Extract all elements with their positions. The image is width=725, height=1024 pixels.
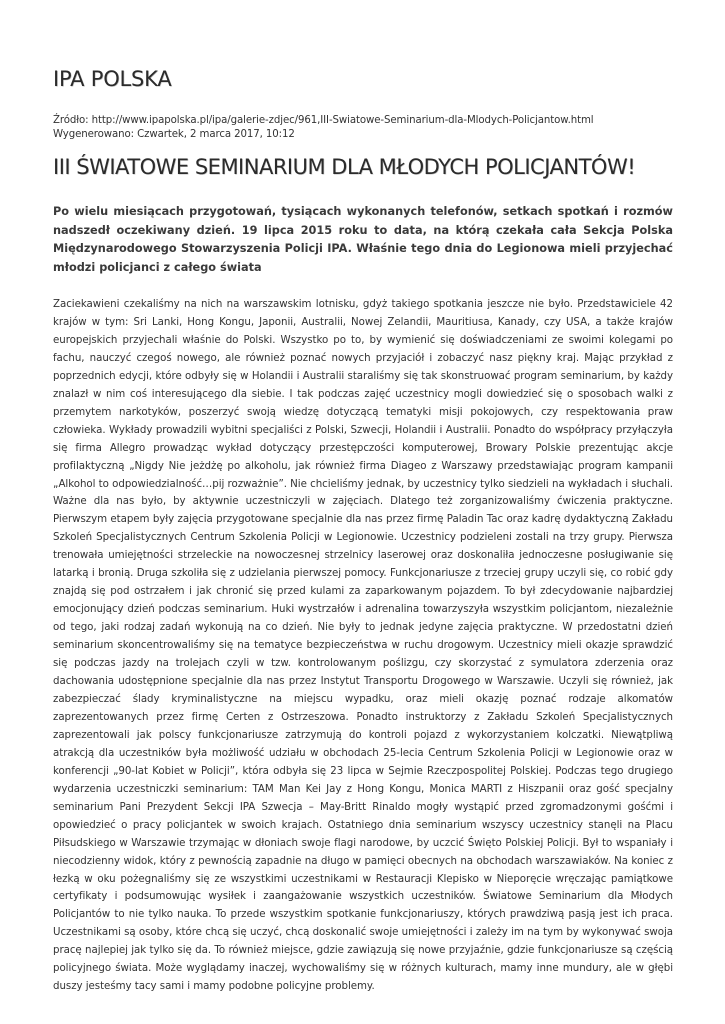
article-lead: Po wielu miesiącach przygotowań, tysiącach wykonanych telefonów, setkach spotkań i rozmów nadszedł oczekiwany dzień. 19 lipca 2015 roku to data, na którą czekała cała Sekcja Polska Międzynarodowego Stowarzyszenia Policji IPA. Właśnie tego dnia do Legionowa mieli przyjechać młodzi policjanci z całego świata bbox=[53, 205, 673, 275]
source-url: Źródło: http://www.ipapolska.pl/ipa/galerie-zdjec/961,III-Swiatowe-Seminarium-dla-Mlodych-Policjantow.html bbox=[53, 115, 594, 126]
generated-date: Wygenerowano: Czwartek, 2 marca 2017, 10:12 bbox=[53, 129, 295, 140]
document-meta bbox=[53, 114, 683, 142]
article-body: Zaciekawieni czekaliśmy na nich na warszawskim lotnisku, gdyż takiego spotkania jeszcze nie było. Przedstawiciele 42 krajów w tym: Sri Lanki, Hong Kongu, Japonii, Australii, Nowej Zelandii, Mauritiusa, Kanady, czy USA, a także krajów europejskich przyjechali właśnie do Polski. Wszystko po to, by wymienić się doświadczeniami ze swoimi kolegami po fachu, nauczyć czegoś nowego, ale również poznać nowych przyjaciół i zobaczyć nasz piękny kraj. Mając przykład z poprzednich edycji, które odbyły się w Holandii i Australii staraliśmy się tak skonstruować program seminarium, by każdy znalazł w nim coś interesującego dla siebie. I tak podczas zajęć uczestnicy mogli dowiedzieć się o sposobach walki z przemytem narkotyków, poszerzyć swoją wiedzę dotyczącą tematyki misji pokojowych, czy respektowania praw człowieka. Wykłady prowadzili wybitni specjaliści z Polski, Szwecji, Holandii i Australii. Ponadto do współpracy przyłączyła się firma Allegro prowadząc wykład dotyczący przestępczości komputerowej, Browary Polskie prezentując akcje profilaktyczną „Nigdy Nie jeżdżę po alkoholu, jak również firma Diageo z Warszawy przedstawiając program kampanii „Alkohol to odpowiedzialność…pij rozważnie”. Nie chcieliśmy jednak, by uczestnicy tylko siedzieli na wykładach i słuchali. Ważne dla nas było, by aktywnie uczestniczyli w zajęciach. Dlatego też zorganizowaliśmy ćwiczenia praktyczne. Pierwszym etapem były zajęcia przygotowane specjalnie dla nas przez firmę Paladin Tac oraz kadrę dydaktyczną Zakładu Szkoleń Specjalistycznych Centrum Szkolenia Policji w Legionowie. Uczestnicy podzieleni zostali na trzy grupy. Pierwsza trenowała umiejętności strzeleckie na nowoczesnej strzelnicy laserowej oraz doskonaliła jednoczesne posługiwanie się latarką i bronią. Druga szkoliła się z udzielania pierwszej pomocy. Funkcjonariusze z trzeciej grupy uczyli się, co robić gdy znajdą się pod ostrzałem i jak chronić się przed kulami za zaparkowanym pojazdem. To był zdecydowanie najbardziej emocjonujący dzień podczas seminarium. Huki wystrzałów i adrenalina towarzyszyła wszystkim policjantom, niezależnie od tego, jaki rodzaj zadań wykonują na co dzień. Nie były to jednak jedyne zajęcia praktyczne. W przedostatni dzień seminarium skoncentrowaliśmy się na tematyce bezpieczeństwa w ruchu drogowym. Uczestnicy mieli okazje sprawdzić się podczas jazdy na trolejach czyli w tzw. kontrolowanym poślizgu, czy skorzystać z symulatora zderzenia oraz dachowania udostępnione specjalnie dla nas przez Instytut Transportu Drogowego w Warszawie. Uczyli się również, jak zabezpieczać ślady kryminalistyczne na miejscu wypadku, oraz mieli okazję poznać rodzaje alkomatów zaprezentowanych przez firmę Certen z Ostrzeszowa. Ponadto instruktorzy z Zakładu Szkoleń Specjalistycznych zaprezentowali jak polscy funkcjonariusze zatrzymują do kontroli pojazd z wykorzystaniem kolczatki. Niewątpliwą atrakcją dla uczestników była możliwość udziału w obchodach 25-lecia Centrum Szkolenia Policji w Legionowie oraz w konferencji „90-lat Kobiet w Policji”, która odbyła się 23 lipca w Sejmie Rzeczpospolitej Polskiej. Podczas tego drugiego wydarzenia uczestniczki seminarium: TAM Man Kei Jay z Hong Kongu, Monica MARTI z Hiszpanii oraz gość specjalny seminarium Pani Prezydent Sekcji IPA Szwecja – May-Britt Rinaldo mogły wystąpić przed zgromadzonymi gośćmi i opowiedzieć o pracy policjantek w swoich krajach. Ostatniego dnia seminarium wszyscy uczestnicy stanęli na Placu Piłsudskiego w Warszawie trzymając w dłoniach swoje flagi narodowe, by uczcić Święto Polskiej Policji. Był to wspaniały i niecodzienny widok, który z pewnością zapadnie na długo w pamięci obecnych na obchodach warszawiaków. Na koniec z łezką w oku pożegnaliśmy się ze wszystkimi uczestnikami w Restauracji Klepisko w Nieporęcie wręczając pamiątkowe certyfikaty i podsumowując wysiłek i zaangażowanie wszystkich uczestników. Światowe Seminarium dla Młodych Policjantów to nie tylko nauka. To przede wszystkim spotkanie funkcjonariuszy, których prawdziwą pasją jest ich praca. Uczestnikami są osoby, które chcą się uczyć, chcą doskonalić swoje umiejętności i zależy im na tym by wykonywać swoja pracę najlepiej jak tylko się da. To również miejsce, gdzie zawiązują się nowe przyjaźnie, gdzie funkcjonariusze są częścią policyjnego świata. Może wyglądamy inaczej, wychowaliśmy się w różnych kulturach, mamy inne mundury, ale w głębi duszy jesteśmy tacy sami i mamy podobne policyjne problemy. bbox=[53, 298, 673, 993]
site-title: IPA POLSKA bbox=[53, 67, 172, 91]
article-title: III ŚWIATOWE SEMINARIUM DLA MŁODYCH POLICJANTÓW! bbox=[53, 155, 636, 179]
